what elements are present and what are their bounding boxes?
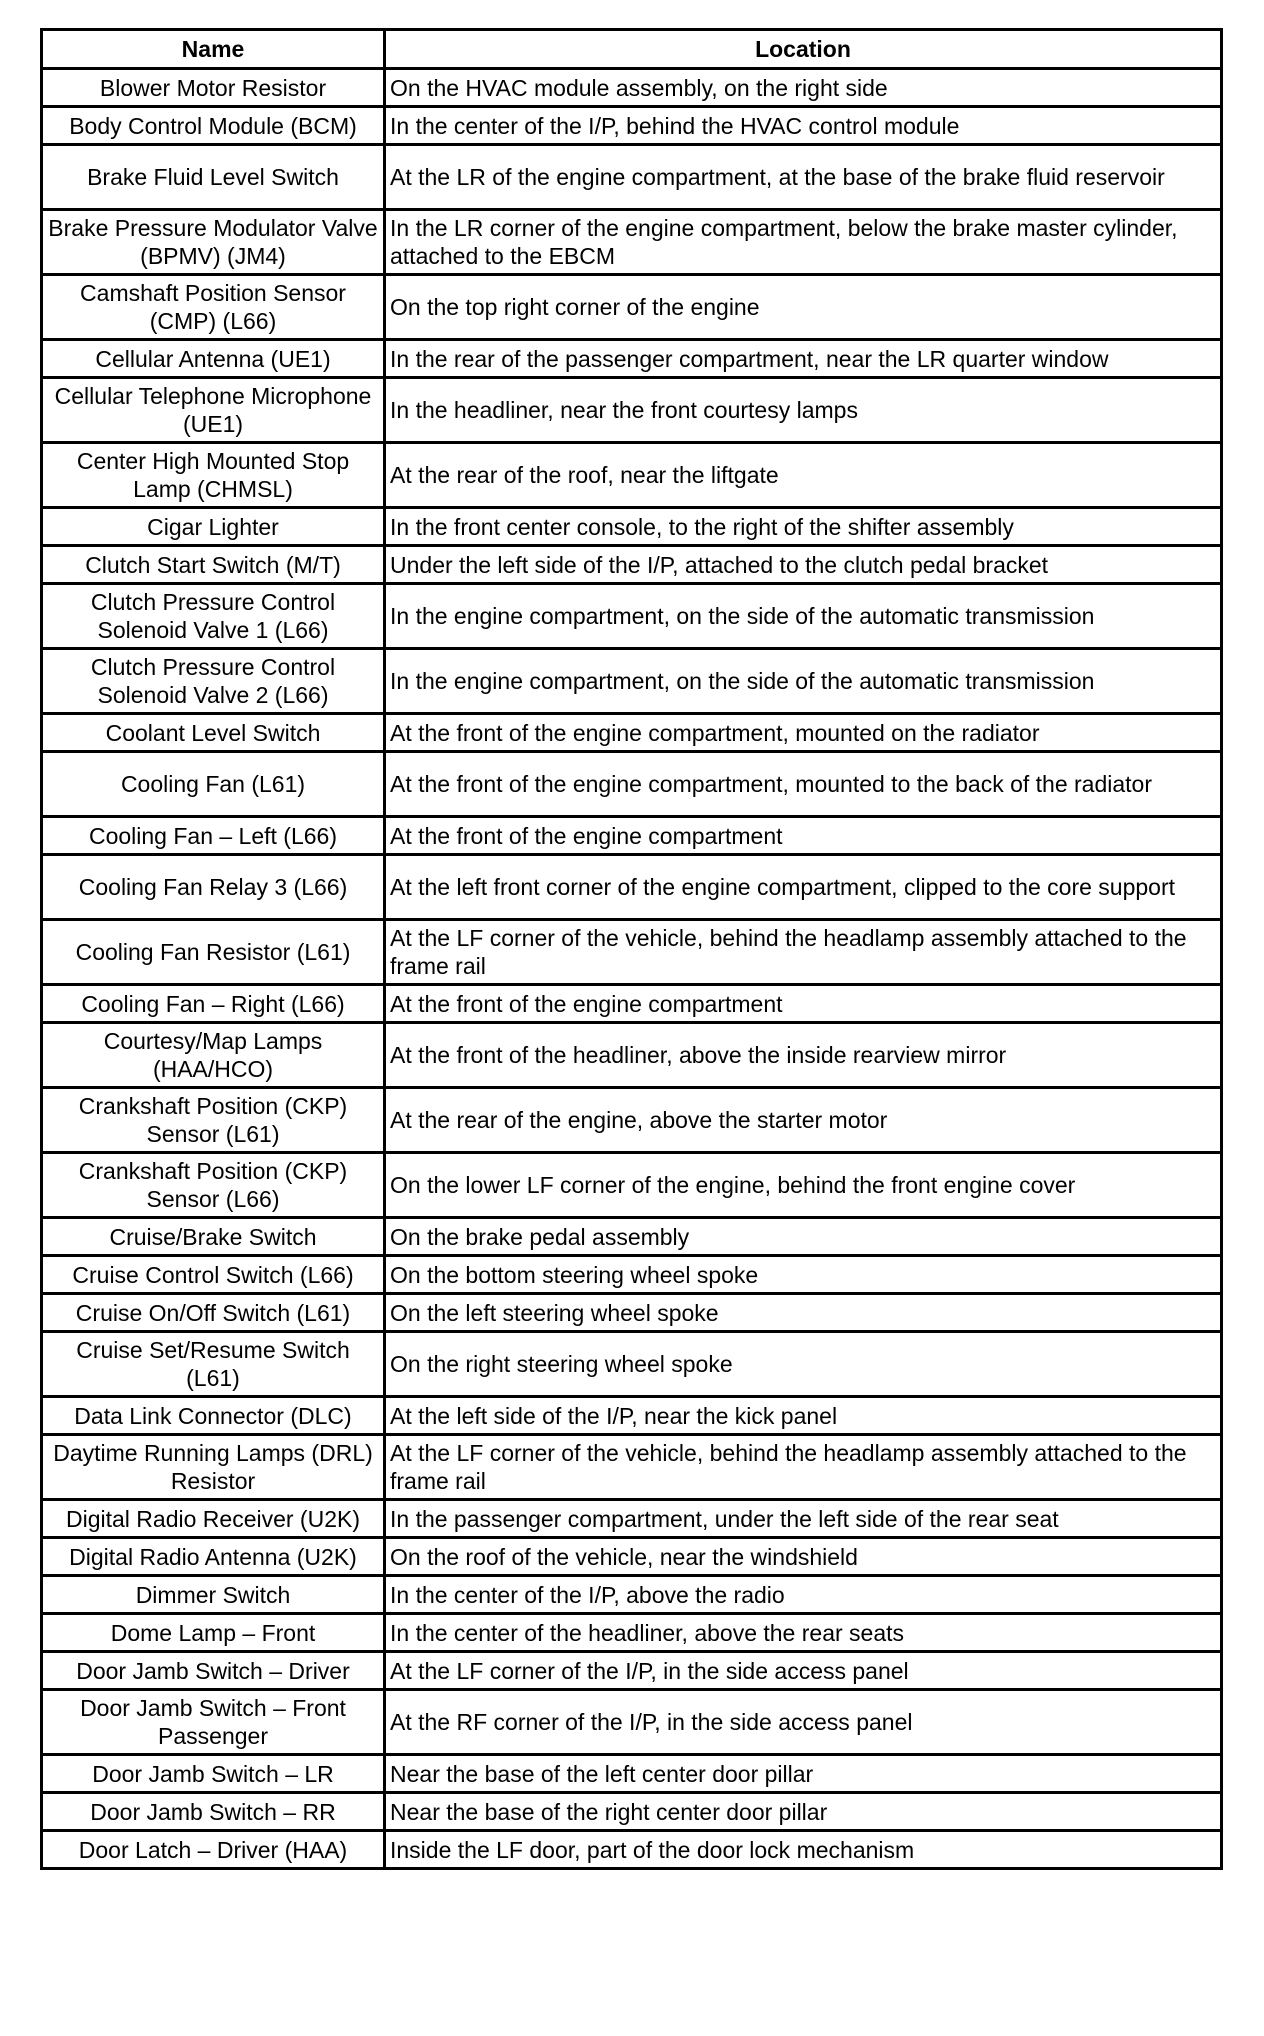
component-name: Center High Mounted Stop Lamp (CHMSL) xyxy=(42,443,385,508)
component-location: In the headliner, near the front courtesy lamps xyxy=(385,378,1222,443)
component-name: Cooling Fan Relay 3 (L66) xyxy=(42,855,385,920)
component-location: At the front of the engine compartment xyxy=(385,817,1222,855)
component-location: On the top right corner of the engine xyxy=(385,275,1222,340)
table-body xyxy=(42,69,1222,1869)
component-location: At the left front corner of the engine compartment, clipped to the core support xyxy=(385,855,1222,920)
component-location: On the bottom steering wheel spoke xyxy=(385,1256,1222,1294)
component-name: Digital Radio Receiver (U2K) xyxy=(42,1500,385,1538)
component-name: Cigar Lighter xyxy=(42,508,385,546)
table-row xyxy=(42,69,1222,107)
component-name: Clutch Start Switch (M/T) xyxy=(42,546,385,584)
component-location: In the engine compartment, on the side of the automatic transmission xyxy=(385,584,1222,649)
component-location: On the left steering wheel spoke xyxy=(385,1294,1222,1332)
component-name: Cooling Fan Resistor (L61) xyxy=(42,920,385,985)
table-row xyxy=(42,714,1222,752)
component-location: In the LR corner of the engine compartment, below the brake master cylinder, attached to the EBCM xyxy=(385,210,1222,275)
component-location: On the roof of the vehicle, near the windshield xyxy=(385,1538,1222,1576)
component-location: In the rear of the passenger compartment, near the LR quarter window xyxy=(385,340,1222,378)
table-row xyxy=(42,443,1222,508)
table-row xyxy=(42,1256,1222,1294)
component-name: Brake Fluid Level Switch xyxy=(42,145,385,210)
component-name: Dimmer Switch xyxy=(42,1576,385,1614)
table-row xyxy=(42,920,1222,985)
component-location: At the LF corner of the vehicle, behind the headlamp assembly attached to the frame rail xyxy=(385,920,1222,985)
component-name: Courtesy/Map Lamps (HAA/HCO) xyxy=(42,1023,385,1088)
table-row xyxy=(42,1294,1222,1332)
table-row xyxy=(42,508,1222,546)
table-row xyxy=(42,210,1222,275)
component-location: On the lower LF corner of the engine, behind the front engine cover xyxy=(385,1153,1222,1218)
component-name: Crankshaft Position (CKP) Sensor (L61) xyxy=(42,1088,385,1153)
component-name: Blower Motor Resistor xyxy=(42,69,385,107)
component-location: On the right steering wheel spoke xyxy=(385,1332,1222,1397)
table-row xyxy=(42,378,1222,443)
component-name: Cruise Set/Resume Switch (L61) xyxy=(42,1332,385,1397)
table-row xyxy=(42,1218,1222,1256)
component-name: Cruise/Brake Switch xyxy=(42,1218,385,1256)
table-row xyxy=(42,817,1222,855)
table-row xyxy=(42,1397,1222,1435)
component-name: Door Jamb Switch – Driver xyxy=(42,1652,385,1690)
table-row xyxy=(42,1831,1222,1869)
component-name: Coolant Level Switch xyxy=(42,714,385,752)
table-row xyxy=(42,1023,1222,1088)
component-name: Cruise Control Switch (L66) xyxy=(42,1256,385,1294)
table-row xyxy=(42,1500,1222,1538)
component-location: On the brake pedal assembly xyxy=(385,1218,1222,1256)
table-row xyxy=(42,584,1222,649)
location-column-header: Location xyxy=(385,30,1222,69)
table-row xyxy=(42,1614,1222,1652)
component-location: Near the base of the right center door pillar xyxy=(385,1793,1222,1831)
component-location: On the HVAC module assembly, on the right side xyxy=(385,69,1222,107)
table-row xyxy=(42,855,1222,920)
component-name: Crankshaft Position (CKP) Sensor (L66) xyxy=(42,1153,385,1218)
component-location: In the front center console, to the right of the shifter assembly xyxy=(385,508,1222,546)
table-row xyxy=(42,649,1222,714)
component-name: Daytime Running Lamps (DRL) Resistor xyxy=(42,1435,385,1500)
component-name: Cooling Fan (L61) xyxy=(42,752,385,817)
component-location: At the rear of the engine, above the starter motor xyxy=(385,1088,1222,1153)
component-name: Cooling Fan – Left (L66) xyxy=(42,817,385,855)
component-name: Cruise On/Off Switch (L61) xyxy=(42,1294,385,1332)
component-name: Camshaft Position Sensor (CMP) (L66) xyxy=(42,275,385,340)
component-name: Door Jamb Switch – Front Passenger xyxy=(42,1690,385,1755)
component-name: Door Jamb Switch – RR xyxy=(42,1793,385,1831)
table-row xyxy=(42,1652,1222,1690)
component-location: In the passenger compartment, under the left side of the rear seat xyxy=(385,1500,1222,1538)
table-row xyxy=(42,985,1222,1023)
component-location: At the front of the headliner, above the inside rearview mirror xyxy=(385,1023,1222,1088)
component-location: In the center of the I/P, above the radio xyxy=(385,1576,1222,1614)
component-name: Body Control Module (BCM) xyxy=(42,107,385,145)
component-location: At the LF corner of the I/P, in the side access panel xyxy=(385,1652,1222,1690)
component-location: At the left side of the I/P, near the kick panel xyxy=(385,1397,1222,1435)
component-location-table-wrapper xyxy=(40,28,1220,1870)
table-row xyxy=(42,275,1222,340)
component-location: Inside the LF door, part of the door lock mechanism xyxy=(385,1831,1222,1869)
component-name: Brake Pressure Modulator Valve (BPMV) (JM4) xyxy=(42,210,385,275)
table-row xyxy=(42,1435,1222,1500)
component-name: Cellular Antenna (UE1) xyxy=(42,340,385,378)
component-location: In the center of the headliner, above the rear seats xyxy=(385,1614,1222,1652)
component-name: Cooling Fan – Right (L66) xyxy=(42,985,385,1023)
table-row xyxy=(42,340,1222,378)
name-column-header: Name xyxy=(42,30,385,69)
table-row xyxy=(42,1332,1222,1397)
component-location: At the rear of the roof, near the liftgate xyxy=(385,443,1222,508)
component-name: Clutch Pressure Control Solenoid Valve 1 (L66) xyxy=(42,584,385,649)
component-name: Cellular Telephone Microphone (UE1) xyxy=(42,378,385,443)
component-location: In the center of the I/P, behind the HVAC control module xyxy=(385,107,1222,145)
component-location: In the engine compartment, on the side of the automatic transmission xyxy=(385,649,1222,714)
table-row xyxy=(42,1088,1222,1153)
component-location: At the front of the engine compartment, mounted on the radiator xyxy=(385,714,1222,752)
component-location: At the LF corner of the vehicle, behind the headlamp assembly attached to the frame rail xyxy=(385,1435,1222,1500)
component-location: At the LR of the engine compartment, at the base of the brake fluid reservoir xyxy=(385,145,1222,210)
component-location: At the RF corner of the I/P, in the side access panel xyxy=(385,1690,1222,1755)
table-row xyxy=(42,1538,1222,1576)
table-row xyxy=(42,752,1222,817)
table-row xyxy=(42,107,1222,145)
component-name: Door Jamb Switch – LR xyxy=(42,1755,385,1793)
table-row xyxy=(42,546,1222,584)
component-location: At the front of the engine compartment, mounted to the back of the radiator xyxy=(385,752,1222,817)
component-name: Clutch Pressure Control Solenoid Valve 2 (L66) xyxy=(42,649,385,714)
table-header-row xyxy=(42,30,1222,69)
component-location-table xyxy=(40,28,1223,1870)
component-name: Digital Radio Antenna (U2K) xyxy=(42,1538,385,1576)
table-row xyxy=(42,1755,1222,1793)
table-row xyxy=(42,1793,1222,1831)
table-row xyxy=(42,1690,1222,1755)
table-row xyxy=(42,1576,1222,1614)
table-row xyxy=(42,1153,1222,1218)
component-name: Dome Lamp – Front xyxy=(42,1614,385,1652)
table-row xyxy=(42,145,1222,210)
component-name: Door Latch – Driver (HAA) xyxy=(42,1831,385,1869)
component-location: Near the base of the left center door pillar xyxy=(385,1755,1222,1793)
component-location: Under the left side of the I/P, attached to the clutch pedal bracket xyxy=(385,546,1222,584)
component-location: At the front of the engine compartment xyxy=(385,985,1222,1023)
component-name: Data Link Connector (DLC) xyxy=(42,1397,385,1435)
